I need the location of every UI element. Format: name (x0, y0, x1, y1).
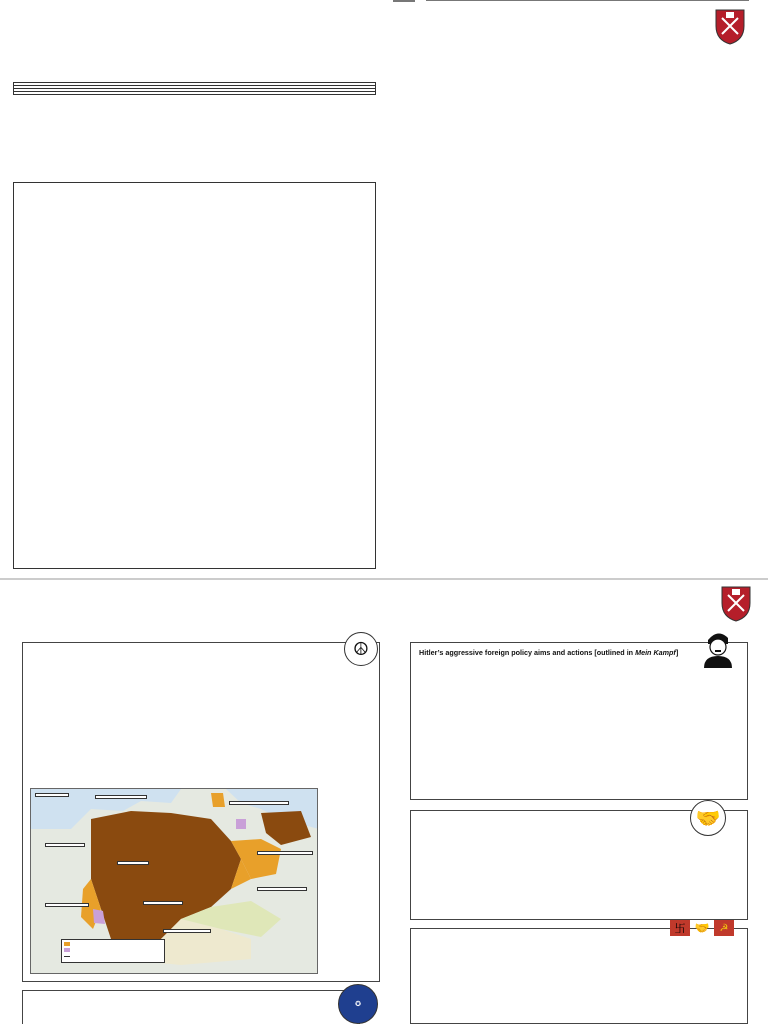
map-label (117, 861, 149, 865)
map-label (45, 843, 85, 847)
hitler-portrait-icon (700, 628, 736, 668)
period-origins (393, 0, 415, 2)
league-failure-panel (22, 990, 360, 1024)
enquiry-item (14, 92, 375, 94)
map-label (229, 801, 289, 805)
map-label (257, 887, 307, 891)
enquiries-list (13, 82, 376, 95)
league-of-nations-emblem-icon: ✪ (338, 984, 378, 1024)
keywords-box (13, 182, 376, 569)
hitler-aims-heading: Hitler’s aggressive foreign policy aims and actions [outlined in Mein Kampf] (419, 648, 679, 657)
map-legend (61, 939, 165, 963)
map-label (35, 793, 69, 797)
versailles-map (30, 788, 318, 974)
map-label (143, 901, 183, 905)
school-crest-icon (718, 583, 754, 623)
handshake-small-icon: 🤝 (694, 921, 710, 935)
handshake-icon: 🤝 (690, 800, 726, 836)
map-label (95, 795, 147, 799)
peace-dove-icon: ☮ (344, 632, 378, 666)
pact-icons (670, 920, 734, 936)
timeline-table (426, 0, 749, 1)
map-label (163, 929, 211, 933)
hitler-aims-panel (410, 642, 748, 800)
map-label (45, 903, 89, 907)
soviet-flag-icon: ☭ (714, 920, 734, 936)
nazi-flag-icon: 卐 (670, 920, 690, 936)
map-label (257, 851, 313, 855)
nazi-soviet-panel (410, 928, 748, 1024)
school-crest-icon (712, 6, 748, 46)
page-divider (0, 578, 768, 580)
